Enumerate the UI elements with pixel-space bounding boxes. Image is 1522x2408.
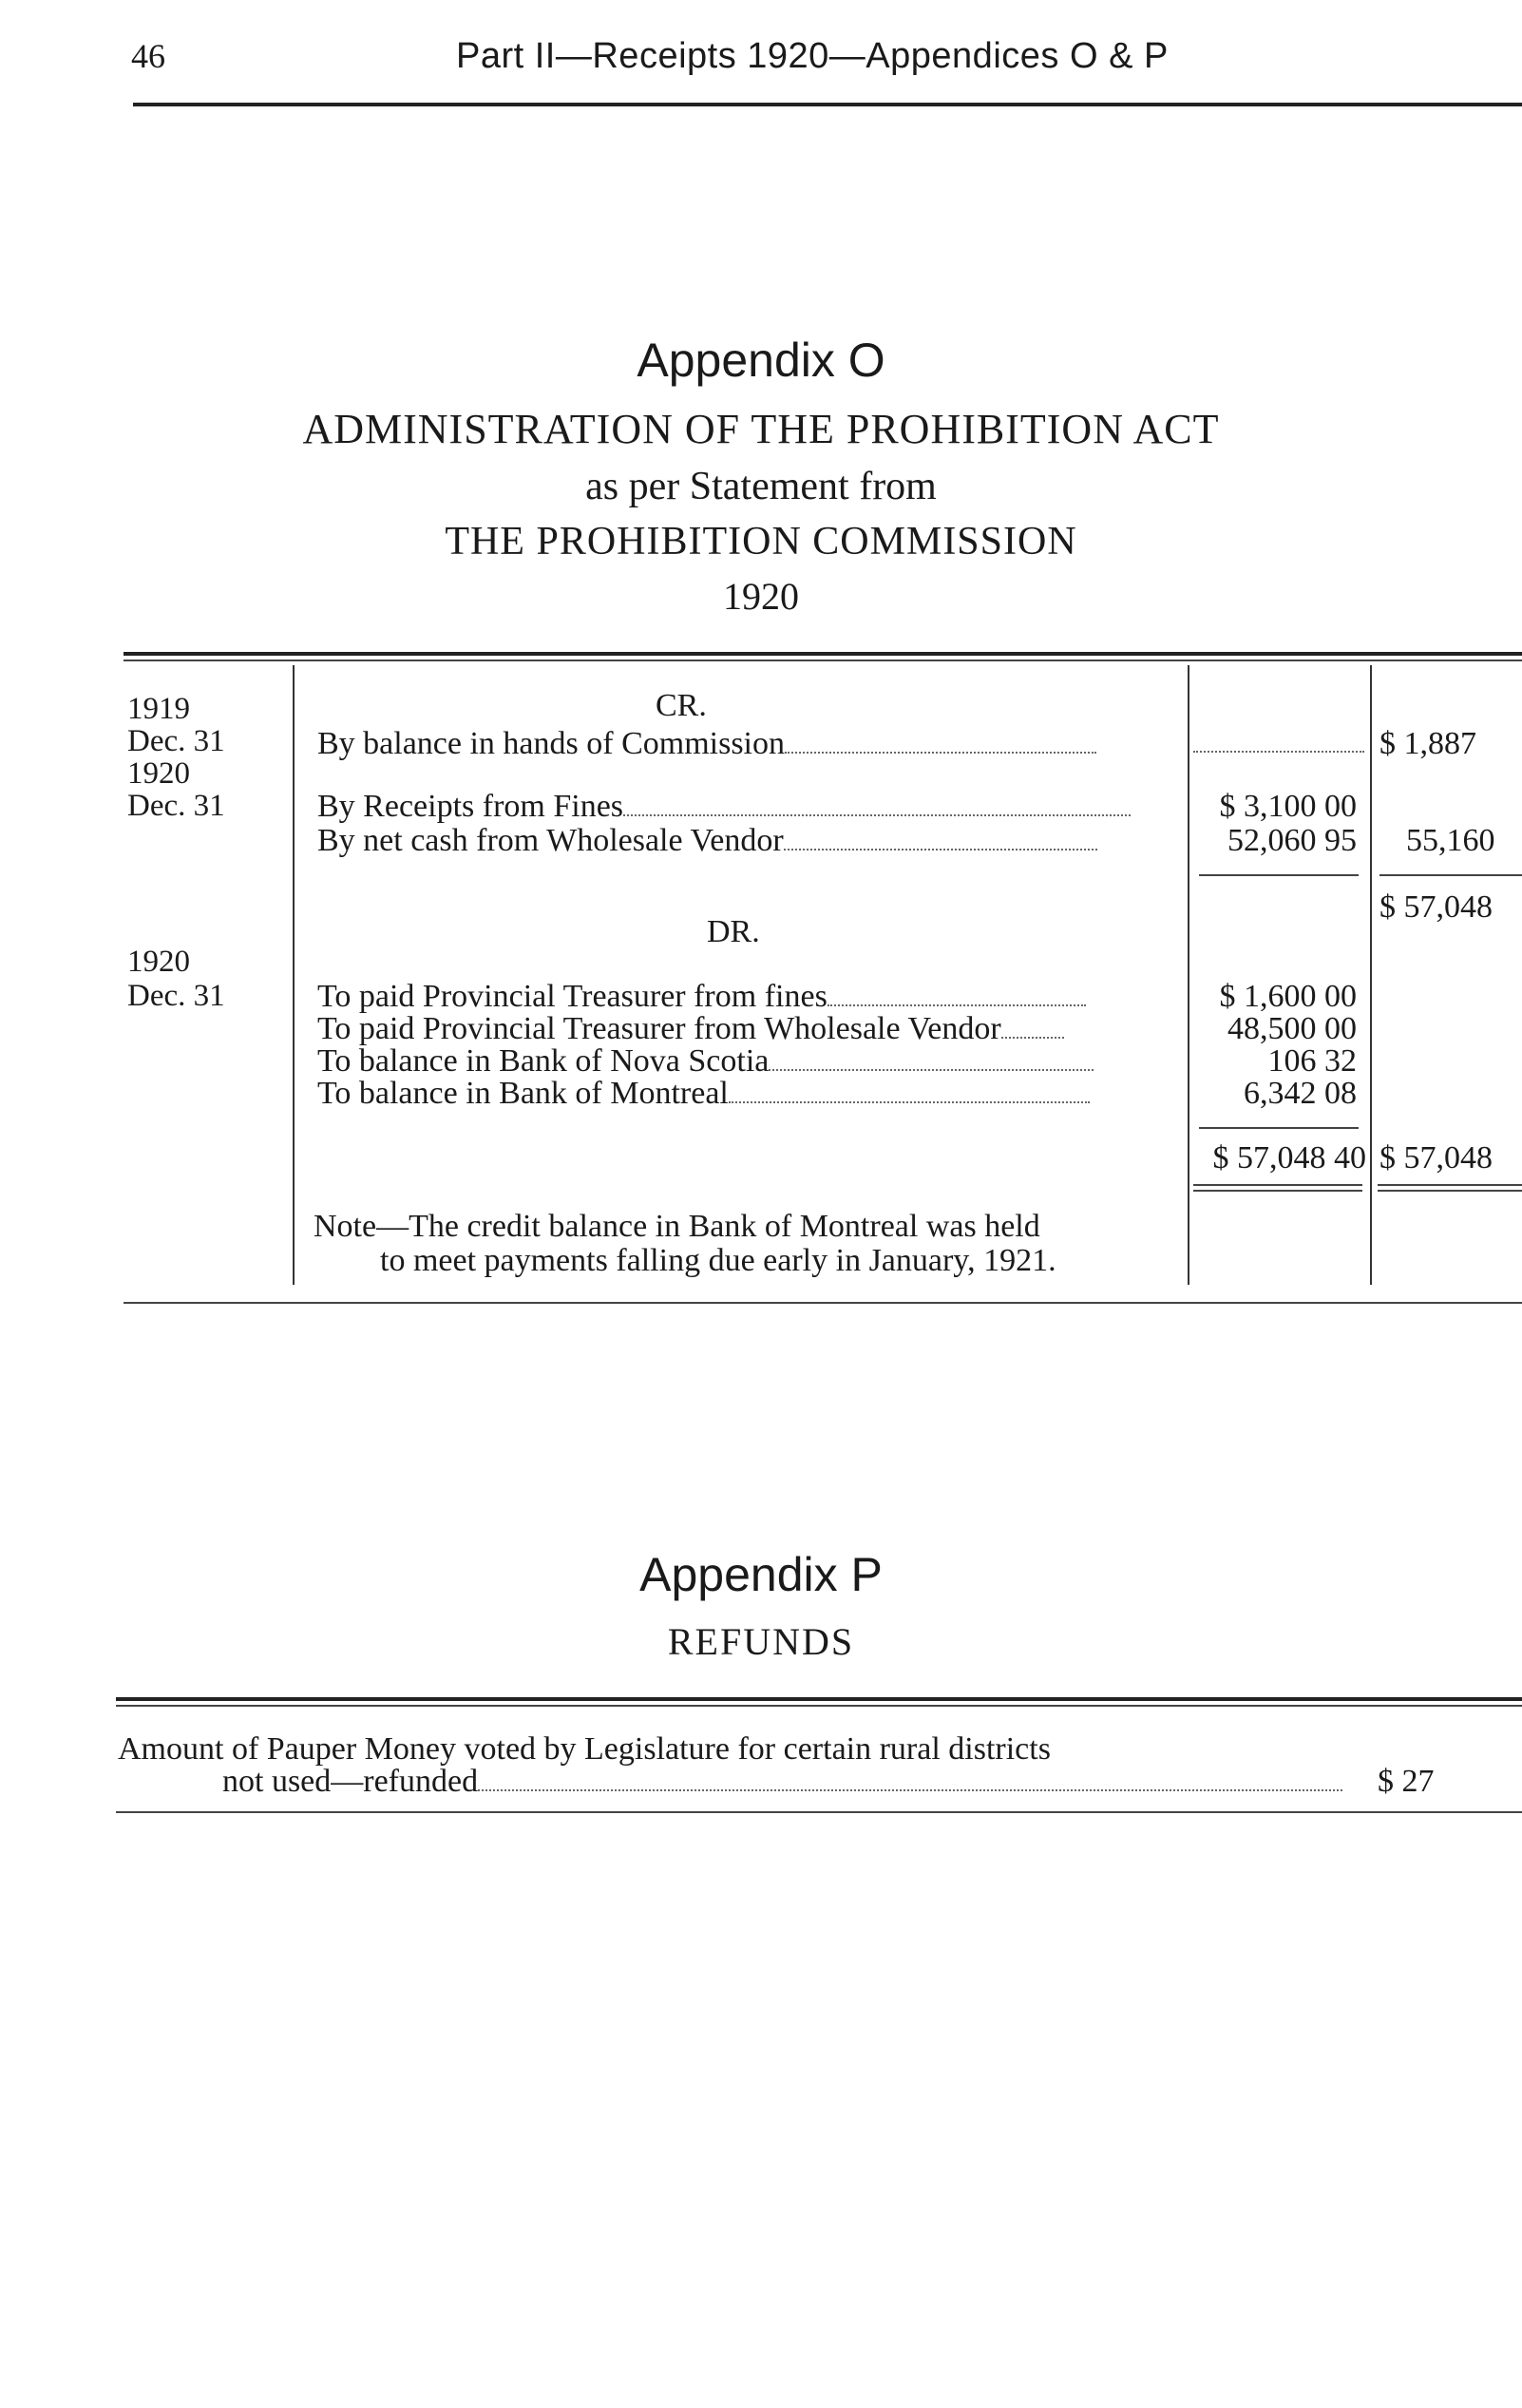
double-rule-d: [1378, 1190, 1522, 1192]
refund-line-2: [222, 1764, 1362, 1800]
dr-item-2-amount: 106 32: [1267, 1043, 1357, 1079]
appendix-p-subtitle: REFUNDS: [667, 1620, 855, 1663]
dr-total-amount: $ 57,048 40: [1212, 1140, 1366, 1175]
leader-dots: [623, 814, 1131, 816]
cr-heading: CR.: [656, 688, 707, 723]
refunds-bottom-rule: [116, 1811, 1522, 1813]
cr-item-2: [317, 823, 1172, 859]
dr-item-1-amount: 48,500 00: [1227, 1011, 1357, 1046]
leader-dots: [785, 752, 1096, 754]
refund-amount: $ 27: [1378, 1764, 1435, 1799]
dr-item-3: [317, 1076, 1172, 1112]
refund-line-1: Amount of Pauper Money voted by Legislature for certain rural districts: [118, 1731, 1051, 1767]
note-line-2: to meet payments falling due early in January, 1921.: [380, 1243, 1056, 1278]
cr-item-2-amount: 52,060 95: [1227, 823, 1357, 858]
cr-date-2: Dec. 31: [127, 789, 225, 823]
cr-item-1-amount: $ 3,100 00: [1219, 789, 1357, 824]
appendix-o-title: Appendix O: [637, 334, 885, 387]
leader-dots: [1193, 751, 1364, 753]
page-number: 46: [131, 37, 165, 75]
cr-item-1-label: By Receipts from Fines: [317, 789, 624, 824]
cr-date-1: Dec. 31: [127, 724, 225, 758]
total-rule: [1199, 1127, 1359, 1129]
subtotal-rule-right: [1379, 874, 1522, 876]
appendix-p-title: Appendix P: [639, 1548, 883, 1601]
leader-dots: [784, 849, 1097, 850]
double-rule-b: [1193, 1190, 1362, 1192]
leader-dots: [478, 1789, 1342, 1791]
cr-item-1: [317, 789, 1172, 825]
dr-heading: DR.: [707, 914, 760, 949]
double-rule-c: [1378, 1184, 1522, 1186]
table-top-rule: [124, 652, 1522, 656]
dr-item-3-amount: 6,342 08: [1244, 1076, 1357, 1111]
refund-line-2-label: not used—refunded: [222, 1764, 479, 1799]
dr-item-0-label: To paid Provincial Treasurer from fines: [317, 979, 828, 1014]
subtotal-rule: [1199, 874, 1359, 876]
appendix-o-subtitle-1: ADMINISTRATION OF THE PROHIBITION ACT: [302, 406, 1220, 452]
cr-item-0-total: $ 1,887: [1379, 726, 1476, 761]
header-rule: [133, 103, 1522, 106]
dr-item-0: [317, 979, 1172, 1015]
cr-item-0: [317, 726, 1172, 762]
leader-dots: [828, 1004, 1086, 1006]
leader-dots: [769, 1069, 1094, 1071]
dr-item-1-label: To paid Provincial Treasurer from Wholesale Vendor: [317, 1011, 1001, 1046]
cr-item-0-label: By balance in hands of Commission: [317, 726, 786, 761]
dr-item-2-label: To balance in Bank of Nova Scotia: [317, 1043, 770, 1079]
dr-item-2: [317, 1043, 1172, 1080]
running-head: Part II—Receipts 1920—Appendices O & P: [456, 36, 1169, 76]
leader-dots: [729, 1101, 1090, 1103]
amount-column-divider: [1188, 665, 1189, 1285]
dr-item-0-amount: $ 1,600 00: [1219, 979, 1357, 1014]
leader-dots: [1001, 1037, 1064, 1039]
double-rule-a: [1193, 1184, 1362, 1186]
appendix-o-year: 1920: [723, 575, 799, 618]
cr-grand-total: $ 57,048: [1379, 889, 1493, 925]
appendix-o-subtitle-2: as per Statement from: [585, 465, 937, 508]
refunds-top-rule-thin: [116, 1705, 1522, 1707]
dr-total-right: $ 57,048: [1379, 1140, 1493, 1175]
table-bottom-rule: [124, 1302, 1522, 1304]
cr-year-1: 1919: [127, 692, 190, 726]
note-line-1: Note—The credit balance in Bank of Montreal was held: [314, 1209, 1040, 1244]
appendix-o-subtitle-3: THE PROHIBITION COMMISSION: [445, 520, 1077, 564]
cr-item-2-total: 55,160: [1406, 823, 1495, 858]
refunds-top-rule: [116, 1697, 1522, 1701]
total-column-divider: [1370, 665, 1372, 1285]
dr-date: Dec. 31: [127, 979, 225, 1013]
table-top-rule-thin: [124, 659, 1522, 661]
cr-year-2: 1920: [127, 756, 190, 791]
dr-year: 1920: [127, 945, 190, 979]
cr-item-2-label: By net cash from Wholesale Vendor: [317, 823, 784, 858]
dr-item-3-label: To balance in Bank of Montreal: [317, 1076, 729, 1111]
dr-item-1: [317, 1011, 1172, 1047]
date-column-divider: [293, 665, 295, 1285]
